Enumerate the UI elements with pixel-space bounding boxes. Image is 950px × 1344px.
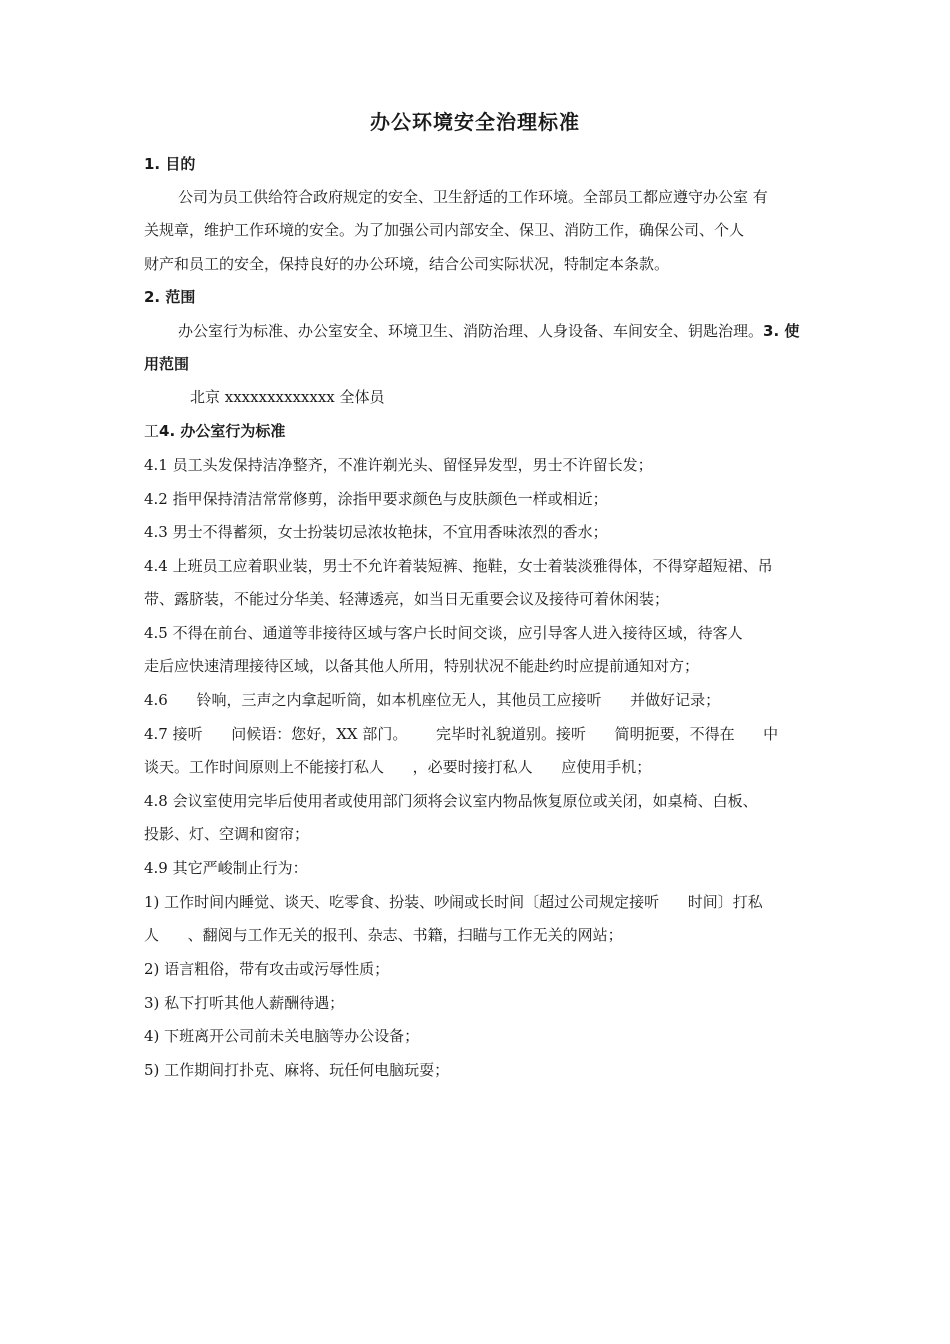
rule-4-3: 4.3 男士不得蓄须，女士扮装切忌浓妆艳抹，不宜用香味浓烈的香水； [144,523,608,541]
section-1-line-3: 财产和员工的安全，保持良好的办公环境，结合公司实际状况，特制定本条款。 [144,255,670,273]
section-3-heading-start: 3. 使 [763,322,800,340]
rule-4-9: 4.9 其它严峻制止行为： [144,859,308,877]
document-title: 办公环境安全治理标准 [370,110,580,134]
prohibited-item-2: 2) 语言粗俗，带有攻击或污辱性质； [144,960,390,978]
section-1-line-1: 公司为员工供给符合政府规定的安全、卫生舒适的工作环境。全部员工都应遵守办公室 有 [178,188,768,206]
prohibited-item-5: 5) 工作期间打扑克、麻将、玩任何电脑玩耍； [144,1061,450,1079]
rule-4-2: 4.2 指甲保持清洁常常修剪，涂指甲要求颜色与皮肤颜色一样或相近； [144,490,608,508]
prohibited-item-1-line-2: 人 、翻阅与工作无关的报刊、杂志、书籍，扫瞄与工作无关的网站； [144,926,623,944]
rule-4-1: 4.1 员工头发保持洁净整齐，不准许剃光头、留怪异发型，男士不许留长发； [144,456,653,474]
section-4-prefix: 工 [144,422,160,440]
rule-4-6: 4.6 铃响，三声之内拿起听筒，如本机座位无人，其他员工应接听 并做好记录； [144,691,721,709]
rule-4-5-line-2: 走后应快速清理接待区域，以备其他人所用，特别状况不能赴约时应提前通知对方； [144,657,700,675]
section-3-line-1: 北京 xxxxxxxxxxxxx 全体员 [190,388,385,406]
rule-4-5-line-1: 4.5 不得在前台、通道等非接待区域与客户长时间交谈，应引导客人进入接待区域，待客人 [144,624,743,642]
rule-4-8-line-1: 4.8 会议室使用完毕后使用者或使用部门须将会议室内物品恢复原位或关闭，如桌椅、白板、 [144,792,758,810]
prohibited-item-1-line-1: 1) 工作时间内睡觉、谈天、吃零食、扮装、吵闹或长时间〔超过公司规定接听 时间〕打私 [144,893,763,911]
section-1-heading: 1. 目的 [144,155,196,173]
section-2-heading: 2. 范围 [144,288,196,306]
section-2-line-1 [178,321,799,341]
prohibited-item-4: 4) 下班离开公司前未关电脑等办公设备； [144,1027,420,1045]
section-4-heading: 4. 办公室行为标准 [159,422,286,440]
rule-4-8-line-2: 投影、灯、空调和窗帘； [144,825,310,843]
prohibited-item-3: 3) 私下打听其他人薪酬待遇； [144,994,345,1012]
section-2-text: 办公室行为标准、办公室安全、环境卫生、消防治理、人身设备、车间安全、钥匙治理。 [178,322,764,340]
rule-4-4-line-1: 4.4 上班员工应着职业装，男士不允许着装短裤、拖鞋，女士着装淡雅得体，不得穿超短裙、吊 [144,557,773,575]
section-1-line-2: 关规章，维护工作环境的安全。为了加强公司内部安全、保卫、消防工作，确保公司、个人 [144,221,745,239]
rule-4-7-line-2: 谈天。工作时间原则上不能接打私人 ，必要时接打私人 应使用手机； [144,758,652,776]
rule-4-7-line-1: 4.7 接听 问候语：您好，XX 部门。 完毕时礼貌道别。接听 简明扼要，不得在 中 [144,725,779,743]
section-3-heading-end: 用范围 [144,355,190,373]
section-4-heading-line [144,421,285,441]
rule-4-4-line-2: 带、露脐装，不能过分华美、轻薄透亮，如当日无重要会议及接待可着休闲装； [144,590,670,608]
